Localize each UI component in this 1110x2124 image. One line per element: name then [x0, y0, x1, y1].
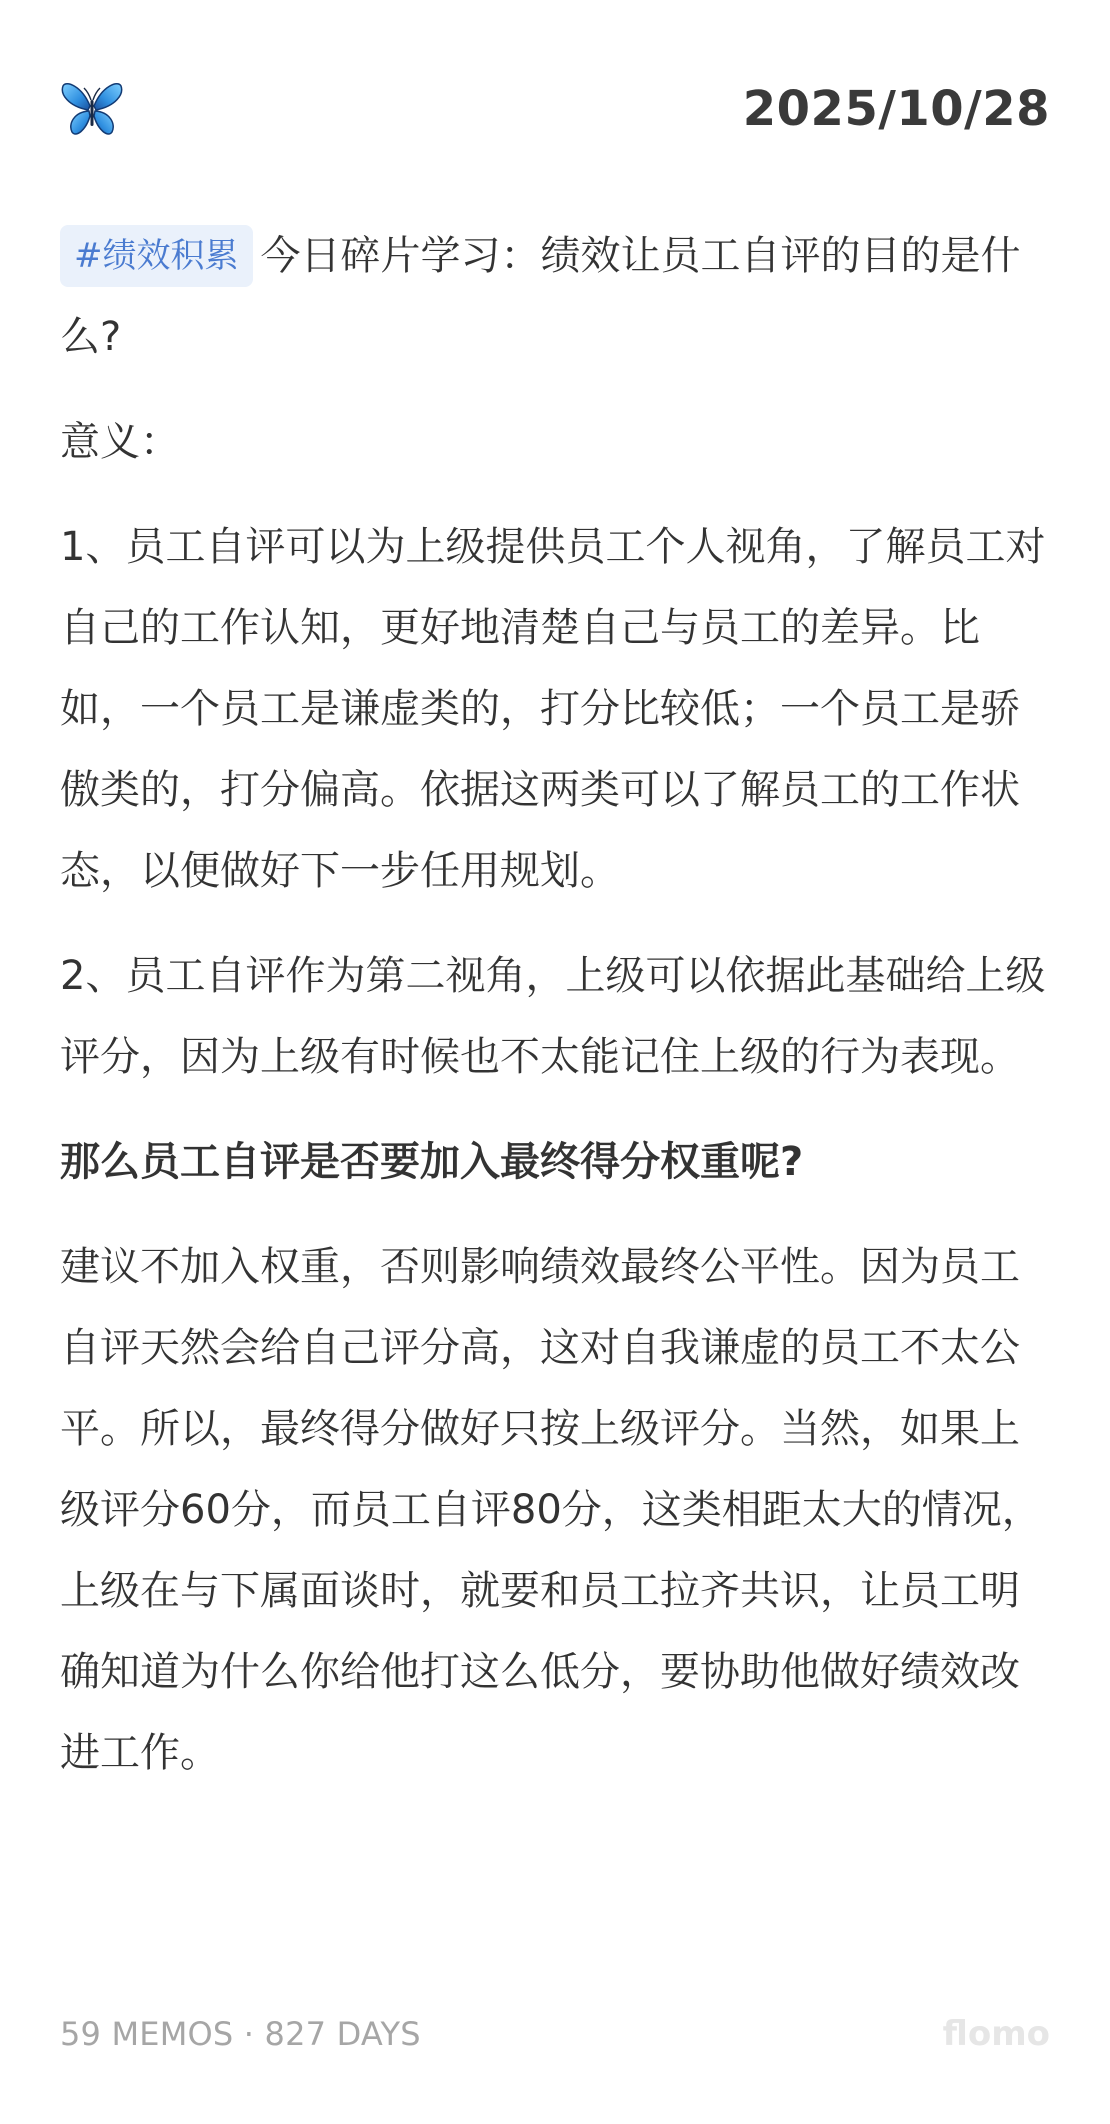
- memo-content: [60, 216, 1050, 1818]
- memo-stats: 59 MEMOS · 827 DAYS: [60, 2015, 421, 2053]
- memo-title-text: 今日碎片学习：绩效让员工自评的目的是什么?: [60, 233, 1021, 360]
- memo-paragraph: 2、员工自评作为第二视角，上级可以依据此基础给上级评分，因为上级有时候也不太能记住上级的行为表现。: [60, 953, 1046, 1080]
- memo-header: [60, 74, 1050, 144]
- memo-question: 那么员工自评是否要加入最终得分权重呢?: [60, 1139, 804, 1185]
- butterfly-icon: [60, 80, 124, 138]
- memo-footer: [60, 2010, 1050, 2058]
- flomo-brand-logo: flomo: [942, 2014, 1050, 2054]
- memo-title-paragraph: [60, 216, 1050, 378]
- memo-paragraph: 意义：: [60, 419, 180, 465]
- memo-date: 2025/10/28: [742, 81, 1050, 137]
- memo-tag[interactable]: #绩效积累: [60, 225, 253, 287]
- memo-answer: 建议不加入权重，否则影响绩效最终公平性。因为员工自评天然会给自己评分高，这对自我谦虚的员工不太公平。所以，最终得分做好只按上级评分。当然，如果上级评分60分，而员工自评80分，这类相距太大的情况，上级在与下属面谈时，就要和员工拉齐共识，让员工明确知道为什么你给他打这么低分，要协助他做好绩效改进工作。: [60, 1244, 1042, 1776]
- memo-paragraph: 1、员工自评可以为上级提供员工个人视角，了解员工对自己的工作认知，更好地清楚自己与员工的差异。比如，一个员工是谦虚类的，打分比较低；一个员工是骄傲类的，打分偏高。依据这两类可以了解员工的工作状态，以便做好下一步任用规划。: [60, 524, 1046, 894]
